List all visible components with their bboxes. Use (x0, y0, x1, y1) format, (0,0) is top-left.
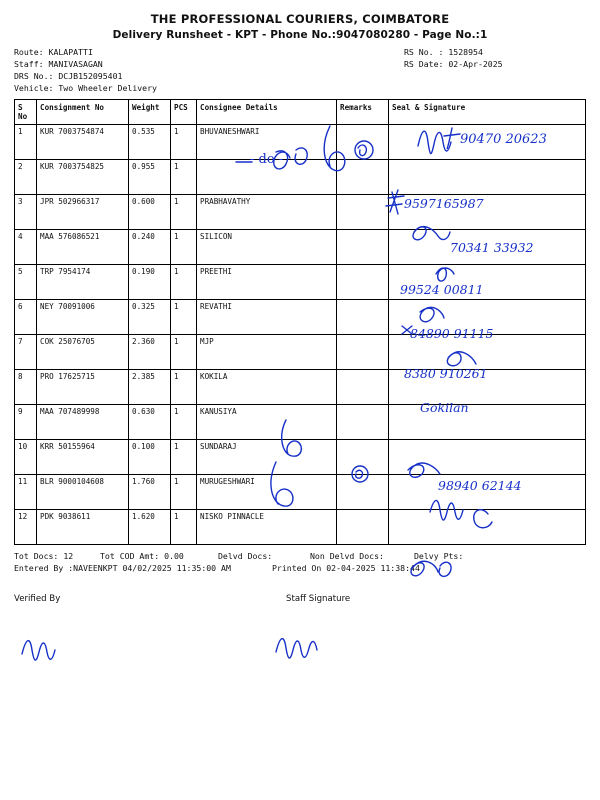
cell-sno: 8 (15, 369, 37, 404)
cell-remarks (337, 474, 389, 509)
cell-pcs: 1 (171, 159, 197, 194)
handwritten-note-row1: 90470 20623 (460, 132, 547, 147)
col-weight: Weight (129, 99, 171, 124)
rs-no-value: 1528954 (448, 47, 483, 57)
table-row (15, 299, 586, 334)
cell-consignment: PRO 17625715 (37, 369, 129, 404)
cell-weight: 1.760 (129, 474, 171, 509)
cell-sno: 11 (15, 474, 37, 509)
rs-date-value: 02-Apr-2025 (448, 58, 503, 69)
cell-sno: 10 (15, 439, 37, 474)
cell-signature (389, 334, 586, 369)
cell-consignment: MAA 576086521 (37, 229, 129, 264)
cell-remarks (337, 124, 389, 159)
cell-sno: 12 (15, 509, 37, 544)
handwritten-note-row2: - do - (250, 152, 284, 167)
cell-consignment: NEY 70091006 (37, 299, 129, 334)
tot-cod-label: Tot COD Amt: (100, 550, 160, 561)
table-row (15, 404, 586, 439)
cell-signature (389, 509, 586, 544)
cell-consignment: JPR 502966317 (37, 194, 129, 229)
cell-consignment: KUR 7003754825 (37, 159, 129, 194)
cell-sno: 5 (15, 264, 37, 299)
cell-weight: 2.385 (129, 369, 171, 404)
cell-pcs: 1 (171, 229, 197, 264)
cell-consignee: PREETHI (197, 264, 337, 299)
cell-pcs: 1 (171, 404, 197, 439)
cell-pcs: 1 (171, 334, 197, 369)
cell-weight: 2.360 (129, 334, 171, 369)
cell-pcs: 1 (171, 509, 197, 544)
route-value: KALAPATTI (48, 47, 93, 57)
delvd-docs-label: Delvd Docs: (218, 550, 273, 561)
cell-consignee: PRABHAVATHY (197, 194, 337, 229)
cell-weight: 0.190 (129, 264, 171, 299)
cell-weight: 0.600 (129, 194, 171, 229)
cell-sno: 7 (15, 334, 37, 369)
table-row (15, 509, 586, 544)
rs-date-label: RS Date: (404, 58, 444, 69)
table-row (15, 194, 586, 229)
table-row (15, 124, 586, 159)
col-consignee: Consignee Details (197, 99, 337, 124)
cell-remarks (337, 229, 389, 264)
cell-signature (389, 474, 586, 509)
meta-block (14, 47, 586, 95)
cell-sno: 9 (15, 404, 37, 439)
staff-value: MANIVASAGAN (48, 58, 103, 69)
cell-sno: 4 (15, 229, 37, 264)
page-subtitle: Delivery Runsheet - KPT - Phone No.:9047080280 - Page No.:1 (112, 29, 488, 41)
cell-sno: 2 (15, 159, 37, 194)
cell-signature (389, 369, 586, 404)
cell-remarks (337, 264, 389, 299)
cell-consignee (197, 159, 337, 194)
cell-consignment: MAA 707489998 (37, 404, 129, 439)
cell-signature (389, 299, 586, 334)
cell-weight: 0.630 (129, 404, 171, 439)
cell-pcs: 1 (171, 264, 197, 299)
staff-label: Staff: (14, 58, 44, 69)
table-row (15, 264, 586, 299)
cell-weight: 1.620 (129, 509, 171, 544)
cell-signature (389, 229, 586, 264)
cell-consignee: NISKO PINNACLE (197, 509, 337, 544)
cell-pcs: 1 (171, 124, 197, 159)
cell-sno: 1 (15, 124, 37, 159)
vehicle-label: Vehicle: (14, 82, 54, 93)
cell-pcs: 1 (171, 299, 197, 334)
tot-docs-label: Tot Docs: (14, 550, 59, 561)
cell-remarks (337, 404, 389, 439)
cell-consignment: TRP 7954174 (37, 264, 129, 299)
table-row (15, 159, 586, 194)
table-header-row (15, 99, 586, 124)
col-sno: S No (15, 99, 37, 124)
table-row (15, 334, 586, 369)
cell-remarks (337, 159, 389, 194)
col-remarks: Remarks (337, 99, 389, 124)
handwritten-note-row5: 99524 00811 (400, 282, 484, 297)
handwritten-note-row10: 98940 62144 (438, 478, 522, 493)
cell-signature (389, 159, 586, 194)
col-consignment: Consignment No (37, 99, 129, 124)
drs-label: DRS No.: (14, 70, 54, 81)
totals-block (14, 550, 586, 575)
staff-signature-label: Staff Signature (286, 594, 351, 605)
col-pcs: PCS (171, 99, 197, 124)
printed-on-text: Printed On 02-04-2025 11:38:44 (272, 562, 420, 573)
cell-consignment: COK 25076705 (37, 334, 129, 369)
non-delvd-docs-label: Non Delvd Docs: (310, 550, 384, 561)
cell-consignee: MURUGESHWARI (197, 474, 337, 509)
runsheet-table (14, 99, 586, 545)
table-row (15, 474, 586, 509)
signature-block (14, 594, 586, 654)
cell-weight: 0.100 (129, 439, 171, 474)
handwritten-note-row4: 70341 33932 (450, 240, 534, 255)
cell-signature (389, 264, 586, 299)
cell-pcs: 1 (171, 439, 197, 474)
cell-consignment: PDK 9038611 (37, 509, 129, 544)
cell-weight: 0.535 (129, 124, 171, 159)
page-title: THE PROFESSIONAL COURIERS, COIMBATORE (150, 12, 450, 26)
handwritten-note-row6: 84890 91115 (410, 326, 494, 341)
cell-consignee: SUNDARAJ (197, 439, 337, 474)
delvy-pts-label: Delvy Pts: (414, 550, 464, 561)
table-row (15, 439, 586, 474)
cell-signature (389, 194, 586, 229)
cell-consignee: KANUSIYA (197, 404, 337, 439)
entered-by-text: Entered By :NAVEENKPT 04/02/2025 11:35:00 AM (14, 562, 231, 573)
cell-pcs: 1 (171, 369, 197, 404)
cell-signature (389, 124, 586, 159)
cell-consignee: SILICON (197, 229, 337, 264)
cell-consignee: REVATHI (197, 299, 337, 334)
cell-pcs: 1 (171, 474, 197, 509)
cell-consignment: BLR 9000104608 (37, 474, 129, 509)
handwritten-note-row7: 8380 910261 (404, 366, 488, 381)
cell-remarks (337, 509, 389, 544)
cell-weight: 0.955 (129, 159, 171, 194)
cell-consignee: BHUVANESHWARI (197, 124, 337, 159)
cell-sno: 6 (15, 299, 37, 334)
cell-consignment: KUR 7003754874 (37, 124, 129, 159)
route-label: Route: (14, 47, 44, 57)
handwritten-note-row8: Gokilan (420, 400, 469, 415)
verified-by-label: Verified By (14, 594, 61, 605)
tot-docs-value: 12 (63, 550, 74, 561)
cell-pcs: 1 (171, 194, 197, 229)
cell-remarks (337, 439, 389, 474)
drs-value: DCJB152095401 (58, 70, 123, 81)
cell-remarks (337, 334, 389, 369)
col-signature: Seal & Signature (389, 99, 586, 124)
cell-consignee: MJP (197, 334, 337, 369)
rs-no-label: RS No. : (404, 47, 444, 57)
cell-weight: 0.240 (129, 229, 171, 264)
cell-signature (389, 439, 586, 474)
cell-remarks (337, 299, 389, 334)
cell-consignee: KOKILA (197, 369, 337, 404)
vehicle-value: Two Wheeler Delivery (58, 82, 157, 93)
table-row (15, 369, 586, 404)
cell-signature (389, 404, 586, 439)
cell-weight: 0.325 (129, 299, 171, 334)
tot-cod-value: 0.00 (164, 550, 184, 561)
table-row (15, 229, 586, 264)
handwritten-note-row3: 9597165987 (404, 196, 484, 211)
cell-remarks (337, 369, 389, 404)
cell-sno: 3 (15, 194, 37, 229)
cell-remarks (337, 194, 389, 229)
cell-consignment: KRR 50155964 (37, 439, 129, 474)
